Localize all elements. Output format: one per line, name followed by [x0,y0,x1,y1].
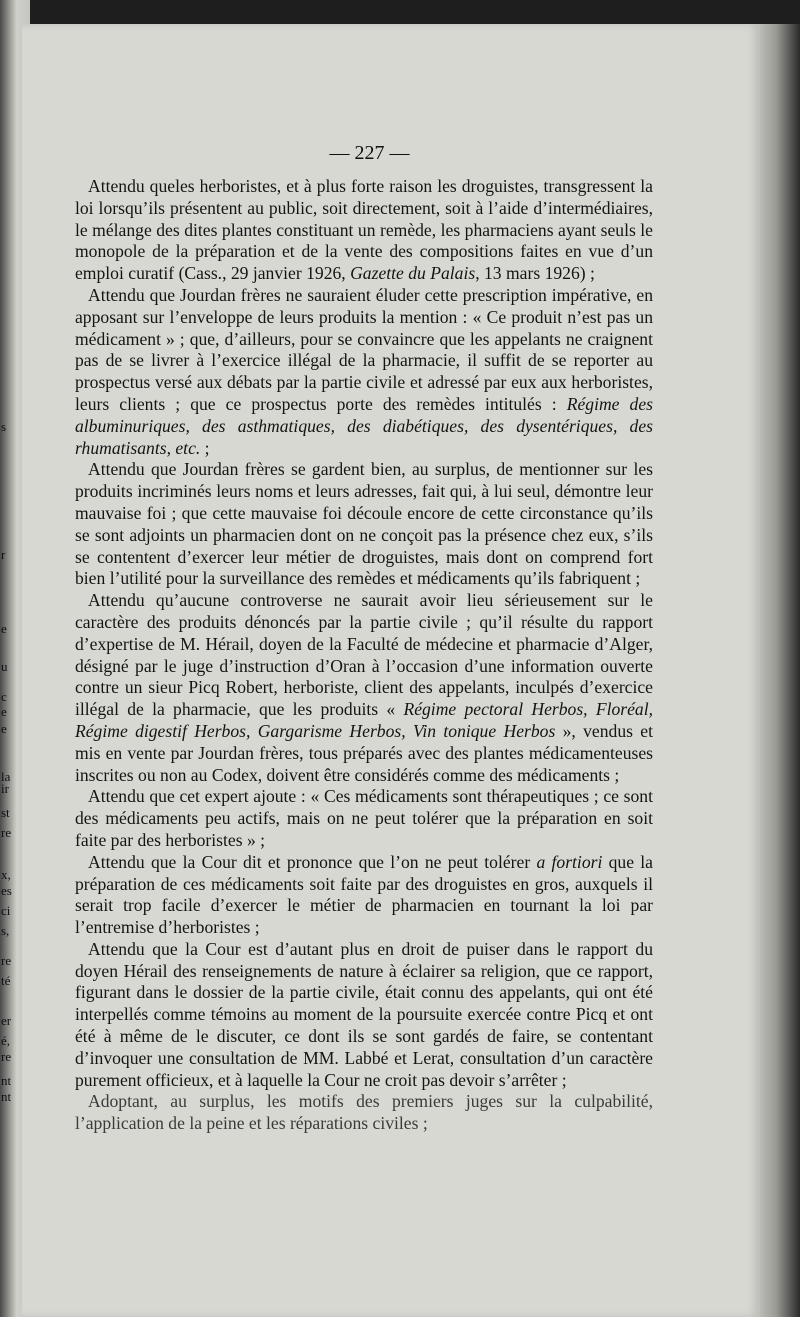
margin-fragment: nt [1,1089,12,1104]
margin-fragment: es [1,883,12,898]
page-number: — 227 — [329,142,410,164]
margin-fragment: re [1,1049,12,1064]
margin-fragment: u [1,659,8,674]
paragraph [75,459,653,590]
margin-fragment: ci [1,903,11,918]
paragraph [75,786,653,851]
margin-fragment: ir [1,781,9,796]
text-segment: Attendu que la Cour est d’autant plus en droit de puiser dans le rapport du doyen Hérail des renseignements de nature à éclairer sa religion, que ce rapport, figurant dans le dossier de la partie civile, était connu des appelants, qui ont été interpellés comme témoins au moment de la poursuite exercée contre Picq et ont été à même de le discuter, ce dont ils se sont gardés de faire, se contentant d’invoquer une consultation de MM. Labbé et Lerat, consultation d’un caractère purement officieux, et à laquelle la Cour ne croit pas devoir s’arrêter ; [75,938,653,1090]
paragraph [75,852,653,939]
text-segment: Attendu que cet expert ajoute : « Ces médicaments sont thérapeutiques ; ce sont des médicaments peu actifs, mais on ne peut tolérer que la préparation en soit faite par des herboristes » ; [75,786,653,850]
italic-segment: Gazette du Palais [350,263,476,284]
paragraph [75,939,653,1092]
margin-fragment: c [1,689,7,704]
text-segment: Adoptant, au surplus, les motifs des premiers juges sur la culpabilité, l’application de la peine et les réparations civiles ; [75,1091,653,1134]
margin-fragment: e [1,621,7,636]
italic-segment: Régime des albuminuriques, des asthmatiques, des diabétiques, des dysentériques, des rhumatisants, etc. [75,393,654,458]
margin-fragment: s, [1,923,10,938]
margin-fragment: s [1,419,7,434]
margin-fragment: r [1,547,6,562]
margin-fragment: é, [1,1033,11,1048]
text-segment: que la préparation de ces médicaments soit faite par des droguistes en gros, auxquels il serait trop facile d’exercer le métier de pharmacien en tournant la loi par l’entremise d’herboristes ; [75,851,653,938]
body-text [75,176,653,1135]
text-segment: ; [200,437,210,458]
page [22,24,760,1317]
margin-fragment: e [1,721,7,736]
margin-fragment: re [1,953,12,968]
margin-fragment: st [1,805,10,820]
text-segment: Attendu que la Cour dit et prononce que l’on ne peut tolérer [88,851,537,872]
margin-fragment: té [1,973,11,988]
right-page-edge [760,24,800,1317]
margin-fragment: nt [1,1073,12,1088]
margin-fragment: re [1,825,12,840]
text-segment: , 13 mars 1926) ; [475,263,595,284]
margin-fragment: er [1,1013,12,1028]
paragraph [75,176,653,285]
text-segment: Attendu queles herboristes, et à plus forte raison les droguistes, transgressent la loi lorsqu’ils présentent au public, soit directement, soit à l’aide d’intermédiaires, le mélange des dites plantes constituant un remède, les pharmaciens ayant seuls le monopole de la préparation et de la vente des compositions faites en vue d’un emploi curatif (Cass., 29 janvier 1926, [75,176,653,284]
italic-segment: Régime pectoral Herbos, Floréal, Régime digestif Herbos, Gargarisme Herbos, Vin tonique Herbos [75,699,653,741]
paragraph [75,1091,653,1135]
paragraph [75,590,653,786]
text-segment: Attendu qu’aucune controverse ne saurait avoir lieu sérieusement sur le caractère des produits dénoncés par la partie civile ; qu’il résulte du rapport d’expertise de M. Hérail, doyen de la Faculté de médecine et pharmacie d’Alger, désigné par le juge d’instruction d’Oran à l’occasion d’une information ouverte contre un sieur Picq Robert, herboriste, client des appelants, inculpés d’exercice illégal de la pharmacie, que les produits « [75,590,653,720]
paragraph [75,285,653,459]
text-segment: Attendu que Jourdan frères ne sauraient éluder cette prescription impérative, en apposant sur l’enveloppe de leurs produits la mention : « Ce produit n’est pas un médicament » ; que, d’ailleurs, pour se convaincre que les appelants ne craignent pas de se livrer à l’exercice illégal de la pharmacie, il suffit de se reporter au prospectus versé aux débats par la partie civile et adressé par eux aux herboristes, leurs clients ; que ce prospectus porte des remèdes intitulés : [75,284,653,414]
margin-fragment: la [1,769,11,784]
italic-segment: a fortiori [536,851,603,872]
margin-fragment: x, [1,867,11,882]
text-segment: », vendus et mis en vente par Jourdan frères, tous préparés avec des plantes médicamenteuses inscrites ou non au Codex, doivent être considérés comme des médicaments ; [75,720,653,785]
text-segment: Attendu que Jourdan frères se gardent bien, au surplus, de mentionner sur les produits incriminés leurs noms et leurs adresses, fait qui, à lui seul, démontre leur mauvaise foi ; que cette mauvaise foi découle encore de cette circonstance qu’ils se sont adjoints un pharmacien dont on ne conçoit pas la présence chez eux, s’ils se contentent d’exercer leur métier de droguistes, mais dont on comprend fort bien l’utilité pour la surveillance des remèdes et médicaments qu’ils fabriquent ; [75,459,653,589]
margin-fragment: e [1,704,7,719]
left-margin-fragments [0,0,18,1317]
